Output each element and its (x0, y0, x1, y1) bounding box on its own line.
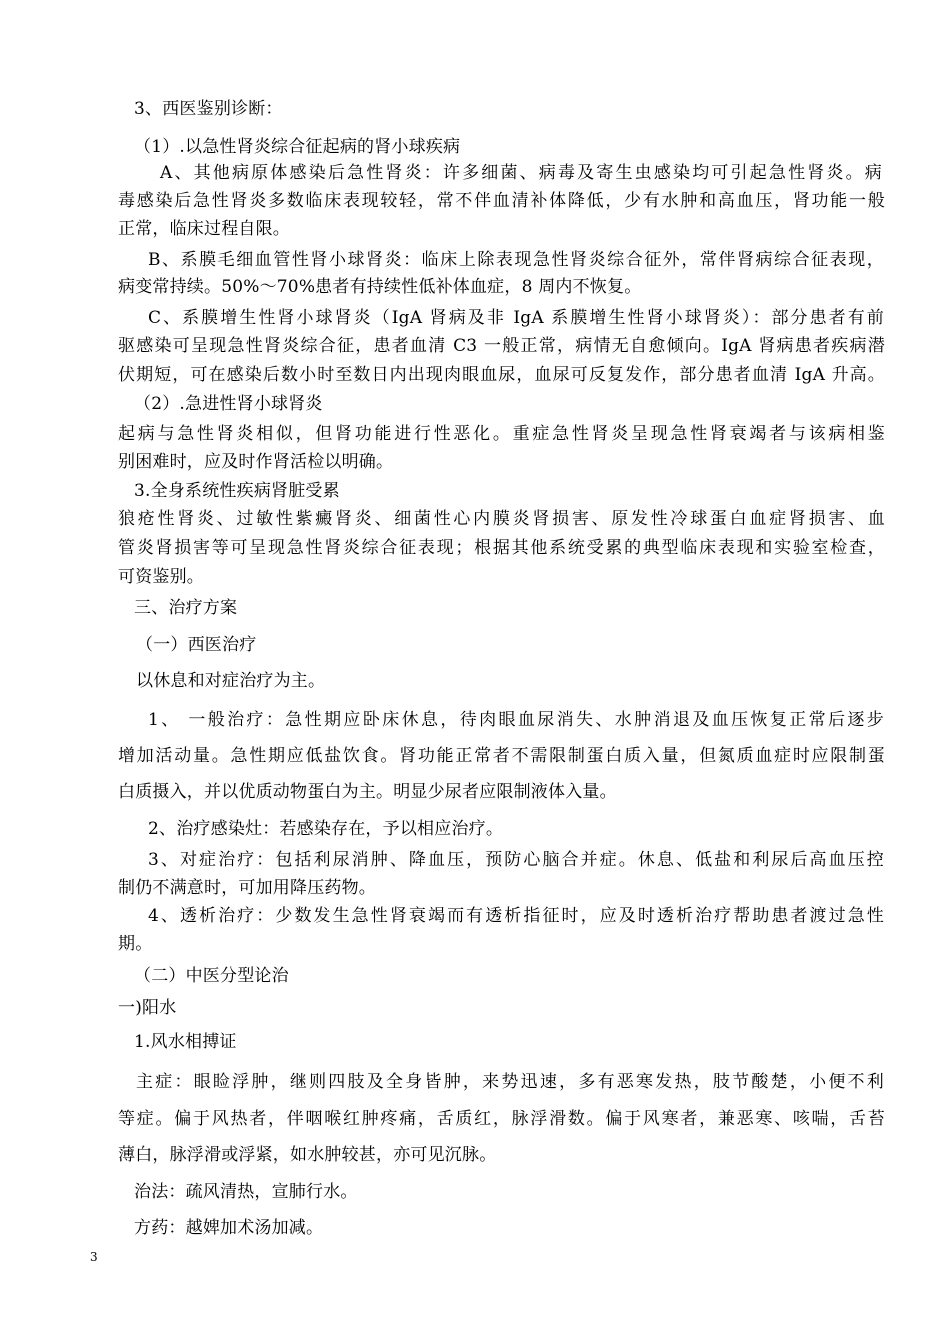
page-number: 3 (90, 1250, 98, 1264)
paragraph-line: 可资鉴别。 (118, 567, 204, 587)
subsection-heading: 一)阳水 (118, 998, 177, 1018)
paragraph-line: 毒感染后急性肾炎多数临床表现较轻，常不伴血清补体降低，少有水肿和高血压，肾功能一般 (118, 191, 885, 211)
paragraph-line: 狼疮性肾炎、过敏性紫癜肾炎、细菌性心内膜炎肾损害、原发性冷球蛋白血症肾损害、血 (118, 509, 885, 529)
paragraph-line: C、系膜增生性肾小球肾炎（IgA 肾病及非 IgA 系膜增生性肾小球肾炎）：部分患者有前 (148, 308, 884, 328)
paragraph-line: 3、对症治疗：包括利尿消肿、降血压，预防心脑合并症。休息、低盐和利尿后高血压控 (148, 850, 884, 870)
paragraph-line: 薄白，脉浮滑或浮紧，如水肿较甚，亦可见沉脉。 (118, 1145, 497, 1165)
paragraph-line: B、系膜毛细血管性肾小球肾炎：临床上除表现急性肾炎综合征外，常伴肾病综合征表现， (148, 250, 884, 270)
paragraph-line: 增加活动量。急性期应低盐饮食。肾功能正常者不需限制蛋白质入量，但氮质血症时应限制蛋 (118, 746, 885, 766)
paragraph-line: 伏期短，可在感染后数小时至数日内出现肉眼血尿，血尿可反复发作，部分患者血清 IgA 升高。 (118, 365, 885, 385)
subsection-heading: （2）.急进性肾小球肾炎 (134, 394, 323, 414)
subsection-heading: （1）.以急性肾炎综合征起病的肾小球疾病 (134, 137, 461, 157)
paragraph-line: 期。 (118, 934, 153, 954)
paragraph-line: 以休息和对症治疗为主。 (136, 671, 326, 691)
section-heading: 三、治疗方案 (134, 598, 238, 618)
paragraph-line: 制仍不满意时，可加用降压药物。 (118, 878, 376, 898)
paragraph-line: 白质摄入，并以优质动物蛋白为主。明显少尿者应限制液体入量。 (118, 782, 617, 802)
paragraph-line: 正常，临床过程自限。 (118, 219, 290, 239)
paragraph-line: 治法：疏风清热，宣肺行水。 (134, 1182, 358, 1202)
paragraph-line: 主症：眼睑浮肿，继则四肢及全身皆肿，来势迅速，多有恶寒发热，肢节酸楚，小便不利 (136, 1072, 884, 1092)
paragraph-line: 管炎肾损害等可呈现急性肾炎综合征表现；根据其他系统受累的典型临床表现和实验室检查， (118, 538, 885, 558)
paragraph-line: 起病与急性肾炎相似，但肾功能进行性恶化。重症急性肾炎呈现急性肾衰竭者与该病相鉴 (118, 424, 885, 444)
paragraph-line: 等症。偏于风热者，伴咽喉红肿疼痛，舌质红，脉浮滑数。偏于风寒者，兼恶寒、咳喘，舌苔 (118, 1109, 885, 1129)
subsection-heading: 3.全身系统性疾病肾脏受累 (134, 481, 340, 501)
subsection-heading: 1.风水相搏证 (134, 1032, 237, 1052)
subsection-heading: （二）中医分型论治 (134, 966, 289, 986)
paragraph-line: 别困难时，应及时作肾活检以明确。 (118, 452, 394, 472)
subsection-heading: （一）西医治疗 (136, 635, 257, 655)
paragraph-line: A、其他病原体感染后急性肾炎：许多细菌、病毒及寄生虫感染均可引起急性肾炎。病 (160, 163, 882, 183)
section-heading: 3、西医鉴别诊断： (134, 99, 283, 119)
paragraph-line: 病变常持续。50%～70%患者有持续性低补体血症，8 周内不恢复。 (118, 277, 642, 297)
paragraph-line: 2、治疗感染灶：若感染存在，予以相应治疗。 (148, 819, 504, 839)
paragraph-line: 方药：越婢加术汤加减。 (134, 1218, 324, 1238)
paragraph-line: 1、 一般治疗：急性期应卧床休息，待肉眼血尿消失、水肿消退及血压恢复正常后逐步 (148, 710, 884, 730)
paragraph-line: 驱感染可呈现急性肾炎综合征，患者血清 C3 一般正常，病情无自愈倾向。IgA 肾病患者疾病潜 (118, 336, 885, 356)
paragraph-line: 4、透析治疗：少数发生急性肾衰竭而有透析指征时，应及时透析治疗帮助患者渡过急性 (148, 906, 884, 926)
